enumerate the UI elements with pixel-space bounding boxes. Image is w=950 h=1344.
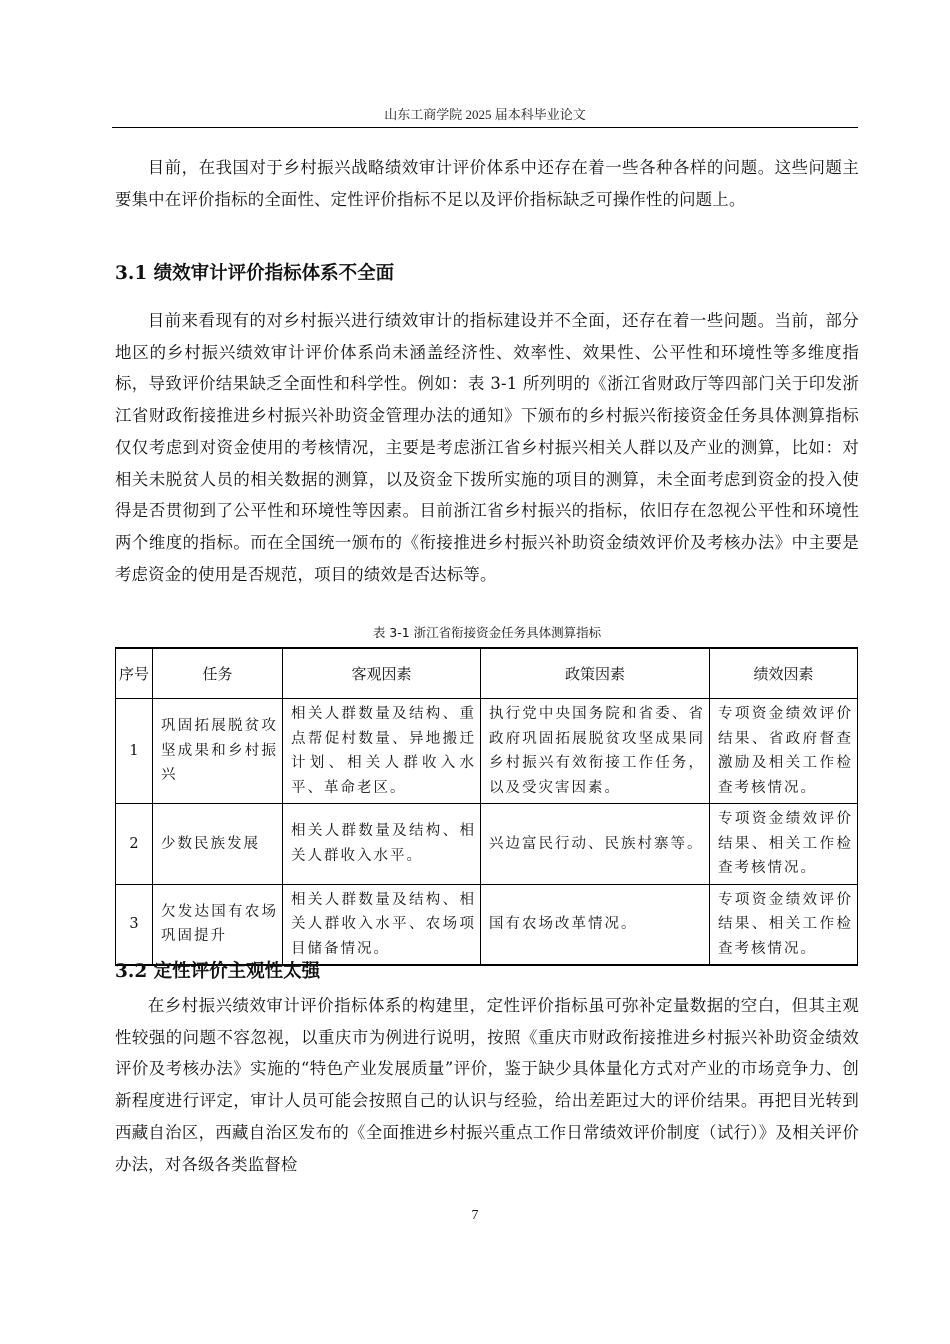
header-cell-performance: 绩效因素 — [710, 648, 858, 699]
header-rule — [112, 127, 858, 128]
cell-performance: 专项资金绩效评价结果、相关工作检查考核情况。 — [710, 884, 858, 965]
cell-task: 欠发达国有农场巩固提升 — [153, 884, 283, 965]
cell-task: 巩固拓展脱贫攻坚成果和乡村振兴 — [153, 699, 283, 804]
page-number: 7 — [471, 1208, 479, 1223]
cell-performance: 专项资金绩效评价结果、省政府督查激励及相关工作检查考核情况。 — [710, 699, 858, 804]
cell-objective: 相关人群数量及结构、相关人群收入水平、农场项目储备情况。 — [283, 884, 481, 965]
table-caption: 表 3-1 浙江省衔接资金任务具体测算指标 — [372, 625, 602, 640]
cell-task: 少数民族发展 — [153, 804, 283, 885]
table-row — [116, 699, 858, 804]
cell-objective: 相关人群数量及结构、重点帮促村数量、异地搬迁计划、相关人群收入水平、革命老区。 — [283, 699, 481, 804]
table-header-row — [116, 648, 858, 699]
section-3-1-heading: 3.1 绩效审计评价指标体系不全面 — [115, 263, 395, 284]
cell-policy: 执行党中央国务院和省委、省政府巩固拓展脱贫攻坚成果同乡村振兴有效衔接工作任务，以及受灾害因素。 — [481, 699, 710, 804]
cell-no: 1 — [116, 699, 153, 804]
table-row — [116, 804, 858, 885]
cell-performance: 专项资金绩效评价结果、相关工作检查考核情况。 — [710, 804, 858, 885]
cell-no: 3 — [116, 884, 153, 965]
cell-policy: 国有农场改革情况。 — [481, 884, 710, 965]
section-3-2-heading: 3.2 定性评价主观性太强 — [115, 961, 321, 982]
cell-policy: 兴边富民行动、民族村寨等。 — [481, 804, 710, 885]
indicator-table — [115, 647, 858, 966]
section-3-1-paragraph: 目前来看现有的对乡村振兴进行绩效审计的指标建设并不全面，还存在着一些问题。当前，部分地区的乡村振兴绩效审计评价体系尚未涵盖经济性、效率性、效果性、公平性和环境性等多维度指标，导致评价结果缺乏全面性和科学性。例如：表 3-1 所列明的《浙江省财政厅等四部门关于印发浙江省财政衔接推进乡村振兴补助资金管理办法的通知》下颁布的乡村振兴衔接资金任务具体测算指标仅仅考虑到对资金使用的考核情况，主要是考虑浙江省乡村振兴相关人群以及产业的测算，比如：对相关未脱贫人员的相关数据的测算，以及资金下拨所实施的项目的测算，未全面考虑到资金的投入使得是否贯彻到了公平性和环境性等因素。目前浙江省乡村振兴的指标，依旧存在忽视公平性和环境性两个维度的指标。而在全国统一颁布的《衔接推进乡村振兴补助资金绩效评价及考核办法》中主要是考虑资金的使用是否规范，项目的绩效是否达标等。 — [115, 311, 859, 584]
header-cell-policy: 政策因素 — [481, 648, 710, 699]
cell-objective: 相关人群数量及结构、相关人群收入水平。 — [283, 804, 481, 885]
header-cell-objective: 客观因素 — [283, 648, 481, 699]
cell-no: 2 — [116, 804, 153, 885]
header-cell-no: 序号 — [116, 648, 153, 699]
header-cell-task: 任务 — [153, 648, 283, 699]
running-header: 山东工商学院 2025 届本科毕业论文 — [384, 107, 586, 122]
table-row — [116, 884, 858, 965]
intro-paragraph: 目前，在我国对于乡村振兴战略绩效审计评价体系中还存在着一些各种各样的问题。这些问题主要集中在评价指标的全面性、定性评价指标不足以及评价指标缺乏可操作性的问题上。 — [115, 158, 859, 209]
section-3-2-paragraph: 在乡村振兴绩效审计评价指标体系的构建里，定性评价指标虽可弥补定量数据的空白，但其主观性较强的问题不容忽视，以重庆市为例进行说明，按照《重庆市财政衔接推进乡村振兴补助资金绩效评价及考核办法》实施的“特色产业发展质量”评价，鉴于缺少具体量化方式对产业的市场竞争力、创新程度进行评定，审计人员可能会按照自己的认识与经验，给出差距过大的评价结果。再把目光转到西藏自治区，西藏自治区发布的《全面推进乡村振兴重点工作日常绩效评价制度（试行）》及相关评价办法，对各级各类监督检 — [115, 996, 859, 1174]
